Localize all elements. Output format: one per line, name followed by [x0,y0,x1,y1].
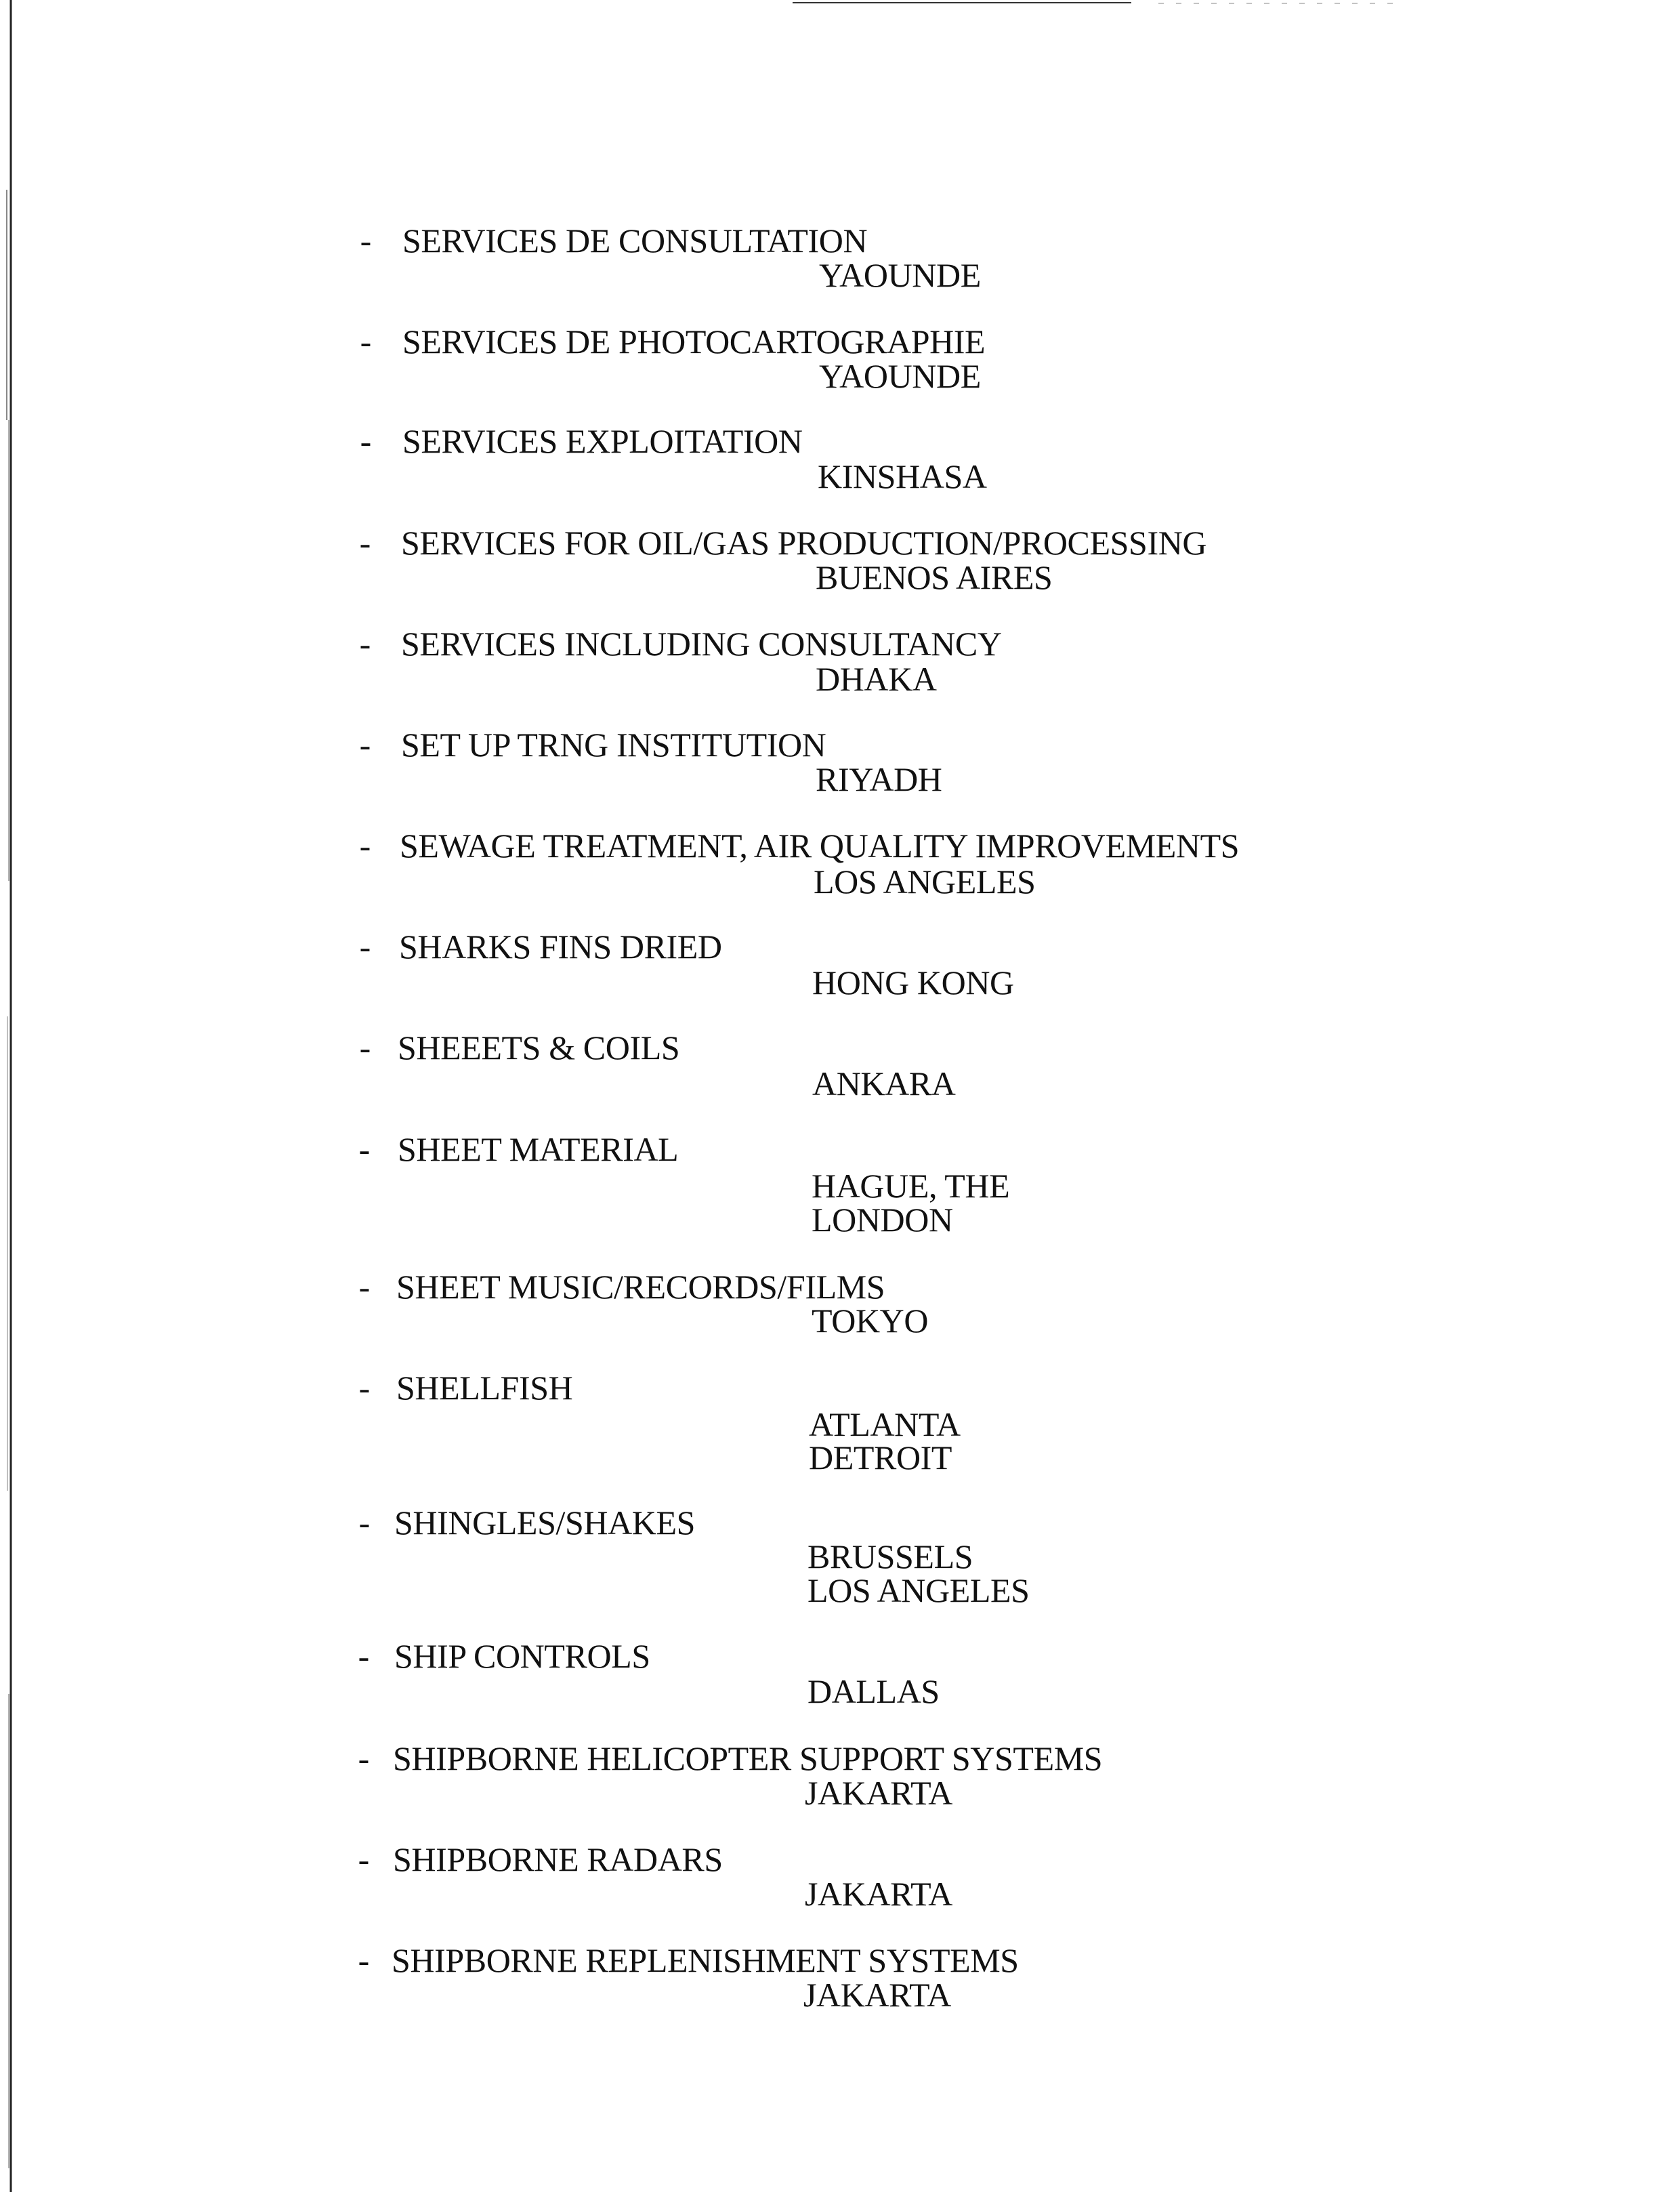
city-label: ATLANTA [809,1405,961,1443]
bullet-dash: - [358,1504,371,1542]
bullet-dash: - [359,726,371,764]
city-label: LOS ANGELES [807,1571,1030,1609]
city-label: RIYADH [816,760,942,798]
product-label: SERVICES INCLUDING CONSULTANCY [401,625,1002,663]
city-label: KINSHASA [818,457,987,495]
city-label: BRUSSELS [807,1537,973,1575]
city-label: YAOUNDE [819,357,981,395]
product-label: SHIPBORNE HELICOPTER SUPPORT SYSTEMS [393,1739,1103,1777]
bullet-dash: - [359,827,371,865]
bullet-dash: - [358,1130,371,1168]
product-label: SHEET MUSIC/RECORDS/FILMS [396,1268,885,1306]
bullet-dash: - [358,1268,371,1306]
product-label: SHINGLES/SHAKES [394,1504,696,1542]
product-label: SHELLFISH [396,1369,573,1407]
bullet-dash: - [358,1941,370,1979]
city-label: DALLAS [807,1672,940,1710]
bullet-dash: - [359,928,371,966]
city-label: DETROIT [809,1439,952,1476]
product-label: SERVICES FOR OIL/GAS PRODUCTION/PROCESSING [401,524,1207,562]
product-label: SERVICES DE CONSULTATION [402,222,868,260]
product-label: SHEEETS & COILS [398,1029,680,1067]
city-label: TOKYO [812,1302,929,1340]
bullet-dash: - [358,1739,370,1777]
city-label: ANKARA [812,1064,956,1102]
city-label: YAOUNDE [819,256,981,294]
bullet-dash: - [360,222,372,260]
city-label: BUENOS AIRES [816,558,1053,596]
product-label: SHEET MATERIAL [398,1130,679,1168]
product-label: SERVICES DE PHOTOCARTOGRAPHIE [402,323,986,360]
city-label: HONG KONG [812,964,1014,1001]
bullet-dash: - [358,1369,371,1407]
city-label: JAKARTA [803,1976,951,2014]
product-label: SEWAGE TREATMENT, AIR QUALITY IMPROVEMENTS [400,827,1240,865]
city-label: HAGUE, THE [812,1167,1010,1205]
city-label: DHAKA [816,660,937,698]
bullet-dash: - [358,1637,370,1675]
product-label: SHIP CONTROLS [394,1637,650,1675]
bullet-dash: - [360,323,372,360]
city-label: JAKARTA [805,1774,952,1812]
bullet-dash: - [360,422,372,460]
bullet-dash: - [359,625,371,663]
product-label: SERVICES EXPLOITATION [402,422,803,460]
product-label: SET UP TRNG INSTITUTION [401,726,826,764]
city-label: LONDON [812,1201,953,1239]
bullet-dash: - [359,1029,371,1067]
bullet-dash: - [359,524,371,562]
bullet-dash: - [358,1840,370,1878]
city-label: LOS ANGELES [814,863,1036,901]
city-label: JAKARTA [805,1875,952,1913]
product-label: SHIPBORNE REPLENISHMENT SYSTEMS [392,1941,1019,1979]
product-label: SHARKS FINS DRIED [399,928,722,966]
product-label: SHIPBORNE RADARS [393,1840,723,1878]
